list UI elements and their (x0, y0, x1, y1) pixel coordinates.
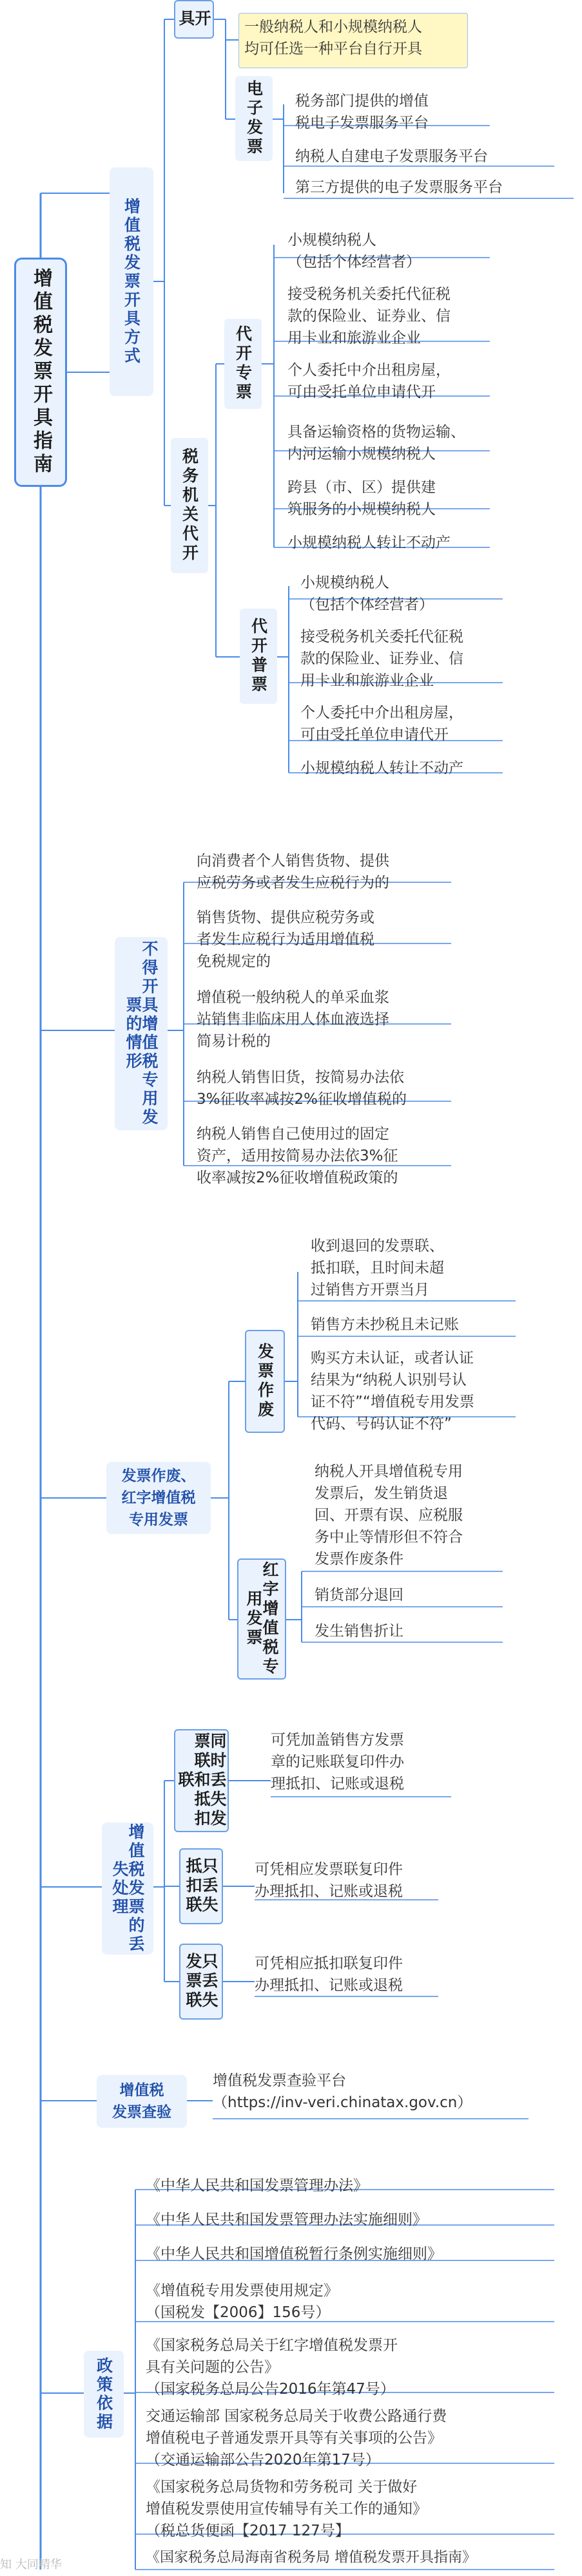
root-label: 增值税发票开具指南 (30, 268, 52, 477)
leaf-s2-0: 向消费者个人销售货物、提供 应税劳务或者发生应税行为的 (197, 853, 389, 891)
leaf-dianzi-1: 纳税人自建电子发票服务平台 (295, 148, 488, 165)
group-daikai[interactable] (171, 438, 208, 573)
leaf-lost-deduction: 可凭相应发票联复印件 办理抵扣、记账或退税 (255, 1861, 403, 1900)
leaf-zhuanpiao-2: 个人委托中介出租房屋， 可由受托单位申请代开 (287, 362, 451, 401)
group-daikai-zhuanpiao-label: 代开专票 (233, 325, 253, 402)
leaf-policy-2: 《中华人民共和国增值税暂行条例实施细则》 (146, 2246, 442, 2262)
leaf-pupiao-0: 小规模纳税人 （包括个体经营者） (300, 574, 434, 613)
leaf-zhuanpiao-5: 小规模纳税人转让不动产 (287, 535, 451, 551)
leaf-policy-0: 《中华人民共和国发票管理办法》 (146, 2177, 368, 2194)
section-verify[interactable]: 增值税 发票查验 (97, 2075, 187, 2128)
leaf-policy-3: 《增值税专用发票使用规定》 （国税发【2006】156号） (146, 2282, 338, 2321)
leaf-dianzi-2: 第三方提供的电子发票服务平台 (295, 179, 503, 196)
section-no-special-invoice[interactable] (115, 937, 168, 1130)
group-daikai-zhuanpiao[interactable] (224, 319, 262, 409)
section-policy[interactable] (84, 2351, 124, 2438)
group-lost-deduction-label: 只丢失抵扣联 (184, 1857, 218, 1915)
group-dianzi[interactable] (235, 76, 273, 161)
leaf-zhuanpiao-1: 接受税务机关委托代征税 款的保险业、证券业、信 用卡业和旅游业企业 (287, 286, 451, 346)
leaf-pupiao-1: 接受税务机关委托代征税 款的保险业、证券业、信 用卡业和旅游业企业 (300, 629, 463, 689)
group-lost-both-label: 同时丢失发票联和抵扣联 (176, 1732, 227, 1829)
leaf-hongzi-0: 纳税人开具增值税专用 发票后，发生销货退 回、开票有误、应税服 务中止等情形但不符合 发票作废条件 (315, 1463, 463, 1567)
group-daikai-pupiao[interactable] (240, 609, 277, 704)
group-lost-deduction[interactable] (179, 1848, 223, 1924)
section-lost-invoice-label: 增值税发票的丢失处理 (110, 1823, 145, 1954)
leaf-zhuanpiao-3: 具备运输资格的货物运输、 内河运输小规模纳税人 (287, 424, 465, 462)
group-kaiju[interactable] (174, 0, 214, 39)
section-policy-label: 政策依据 (94, 2356, 113, 2432)
group-zuofei[interactable] (245, 1330, 285, 1433)
section-no-special-invoice-label: 不得开具增值税专用发票的情形 (124, 940, 159, 1127)
leaf-zuofei-1: 销售方未抄税且未记账 (311, 1316, 459, 1333)
group-lost-both[interactable] (174, 1729, 229, 1832)
leaf-s2-2: 增值税一般纳税人的单采血浆 站销售非临床用人体血液选择 简易计税的 (197, 989, 389, 1050)
group-kaiju-label: 开具 (177, 10, 211, 29)
root-node[interactable] (14, 258, 67, 487)
leaf-self-issue: 一般纳税人和小规模纳税人 均可任选一种平台自行开具 (238, 13, 468, 68)
leaf-s2-1: 销售货物、提供应税劳务或 者发生应税行为适用增值税 免税规定的 (197, 909, 374, 970)
leaf-zhuanpiao-4: 跨县（市、区）提供建 筑服务的小规模纳税人 (287, 479, 436, 518)
leaf-s2-3: 纳税人销售旧货，按简易办法依 3%征收率减按2%征收增值税的 (197, 1069, 407, 1108)
leaf-pupiao-3: 小规模纳税人转让不动产 (300, 760, 463, 777)
group-lost-invoice-label: 只丢失发票联 (184, 1953, 218, 2011)
leaf-s2-4: 纳税人销售自己使用过的固定 资产，适用按简易办法依3%征 收率减按2%征收增值税政策的 (197, 1126, 398, 1186)
group-zuofei-label: 发票作废 (255, 1343, 275, 1420)
group-dianzi-label: 电子发票 (244, 80, 264, 157)
leaf-zuofei-0: 收到退回的发票联、 抵扣联，且时间未超 过销售方开票当月 (311, 1238, 444, 1298)
group-hongzi-label: 红字增值税专用发票 (244, 1561, 279, 1677)
watermark: 知 大同精华 (0, 2558, 62, 2571)
leaf-lost-invoice: 可凭相应抵扣联复印件 办理抵扣、记账或退税 (255, 1955, 403, 1994)
leaf-policy-4: 《国家税务总局关于红字增值税发票开 具有关问题的公告》 （国家税务总局公告2016年第47号） (146, 2337, 398, 2398)
section-issue-methods[interactable] (110, 167, 153, 396)
section-lost-invoice[interactable] (102, 1823, 153, 1955)
leaf-pupiao-2: 个人委托中介出租房屋， 可由受托单位申请代开 (300, 705, 463, 743)
leaf-zhuanpiao-0: 小规模纳税人 （包括个体经营者） (287, 232, 421, 270)
leaf-verify-platform[interactable]: 增值税发票查验平台 （https://inv-veri.chinatax.gov.cn） (213, 2072, 472, 2111)
leaf-policy-6: 《国家税务总局货物和劳务税司 关于做好 增值税发票使用宣传辅导有关工作的通知》 （税总货便函【2017 127号】 (146, 2479, 427, 2539)
group-hongzi[interactable] (237, 1558, 286, 1680)
leaf-policy-1: 《中华人民共和国发票管理办法实施细则》 (146, 2211, 427, 2228)
group-daikai-pupiao-label: 代开普票 (249, 618, 268, 695)
section-issue-methods-label: 增值税发票开具方式 (122, 198, 141, 366)
section-void-red-invoice[interactable]: 发票作废、 红字增值税 专用发票 (106, 1462, 211, 1534)
leaf-hongzi-2: 发生销售折让 (315, 1623, 403, 1640)
leaf-lost-both: 可凭加盖销售方发票 章的记账联复印件办 理抵扣、记账或退税 (271, 1732, 404, 1792)
group-lost-invoice[interactable] (179, 1944, 223, 2020)
leaf-policy-7: 《国家税务总局海南省税务局 增值税发票开具指南》 (146, 2550, 476, 2566)
leaf-hongzi-1: 销货部分退回 (315, 1587, 403, 1604)
leaf-policy-5: 交通运输部 国家税务总局关于收费公路通行费 增值税电子普通发票开具等有关事项的公告》 （交通运输部公告2020年第17号） (146, 2408, 447, 2468)
group-daikai-label: 税务机关代开 (180, 448, 199, 564)
leaf-dianzi-0: 税务部门提供的增值 税电子发票服务平台 (295, 93, 429, 131)
leaf-zuofei-2: 购买方未认证，或者认证 结果为“纳税人识别号认 证不符”“增值税专用发票 代码、号码认证不符” (311, 1350, 474, 1432)
